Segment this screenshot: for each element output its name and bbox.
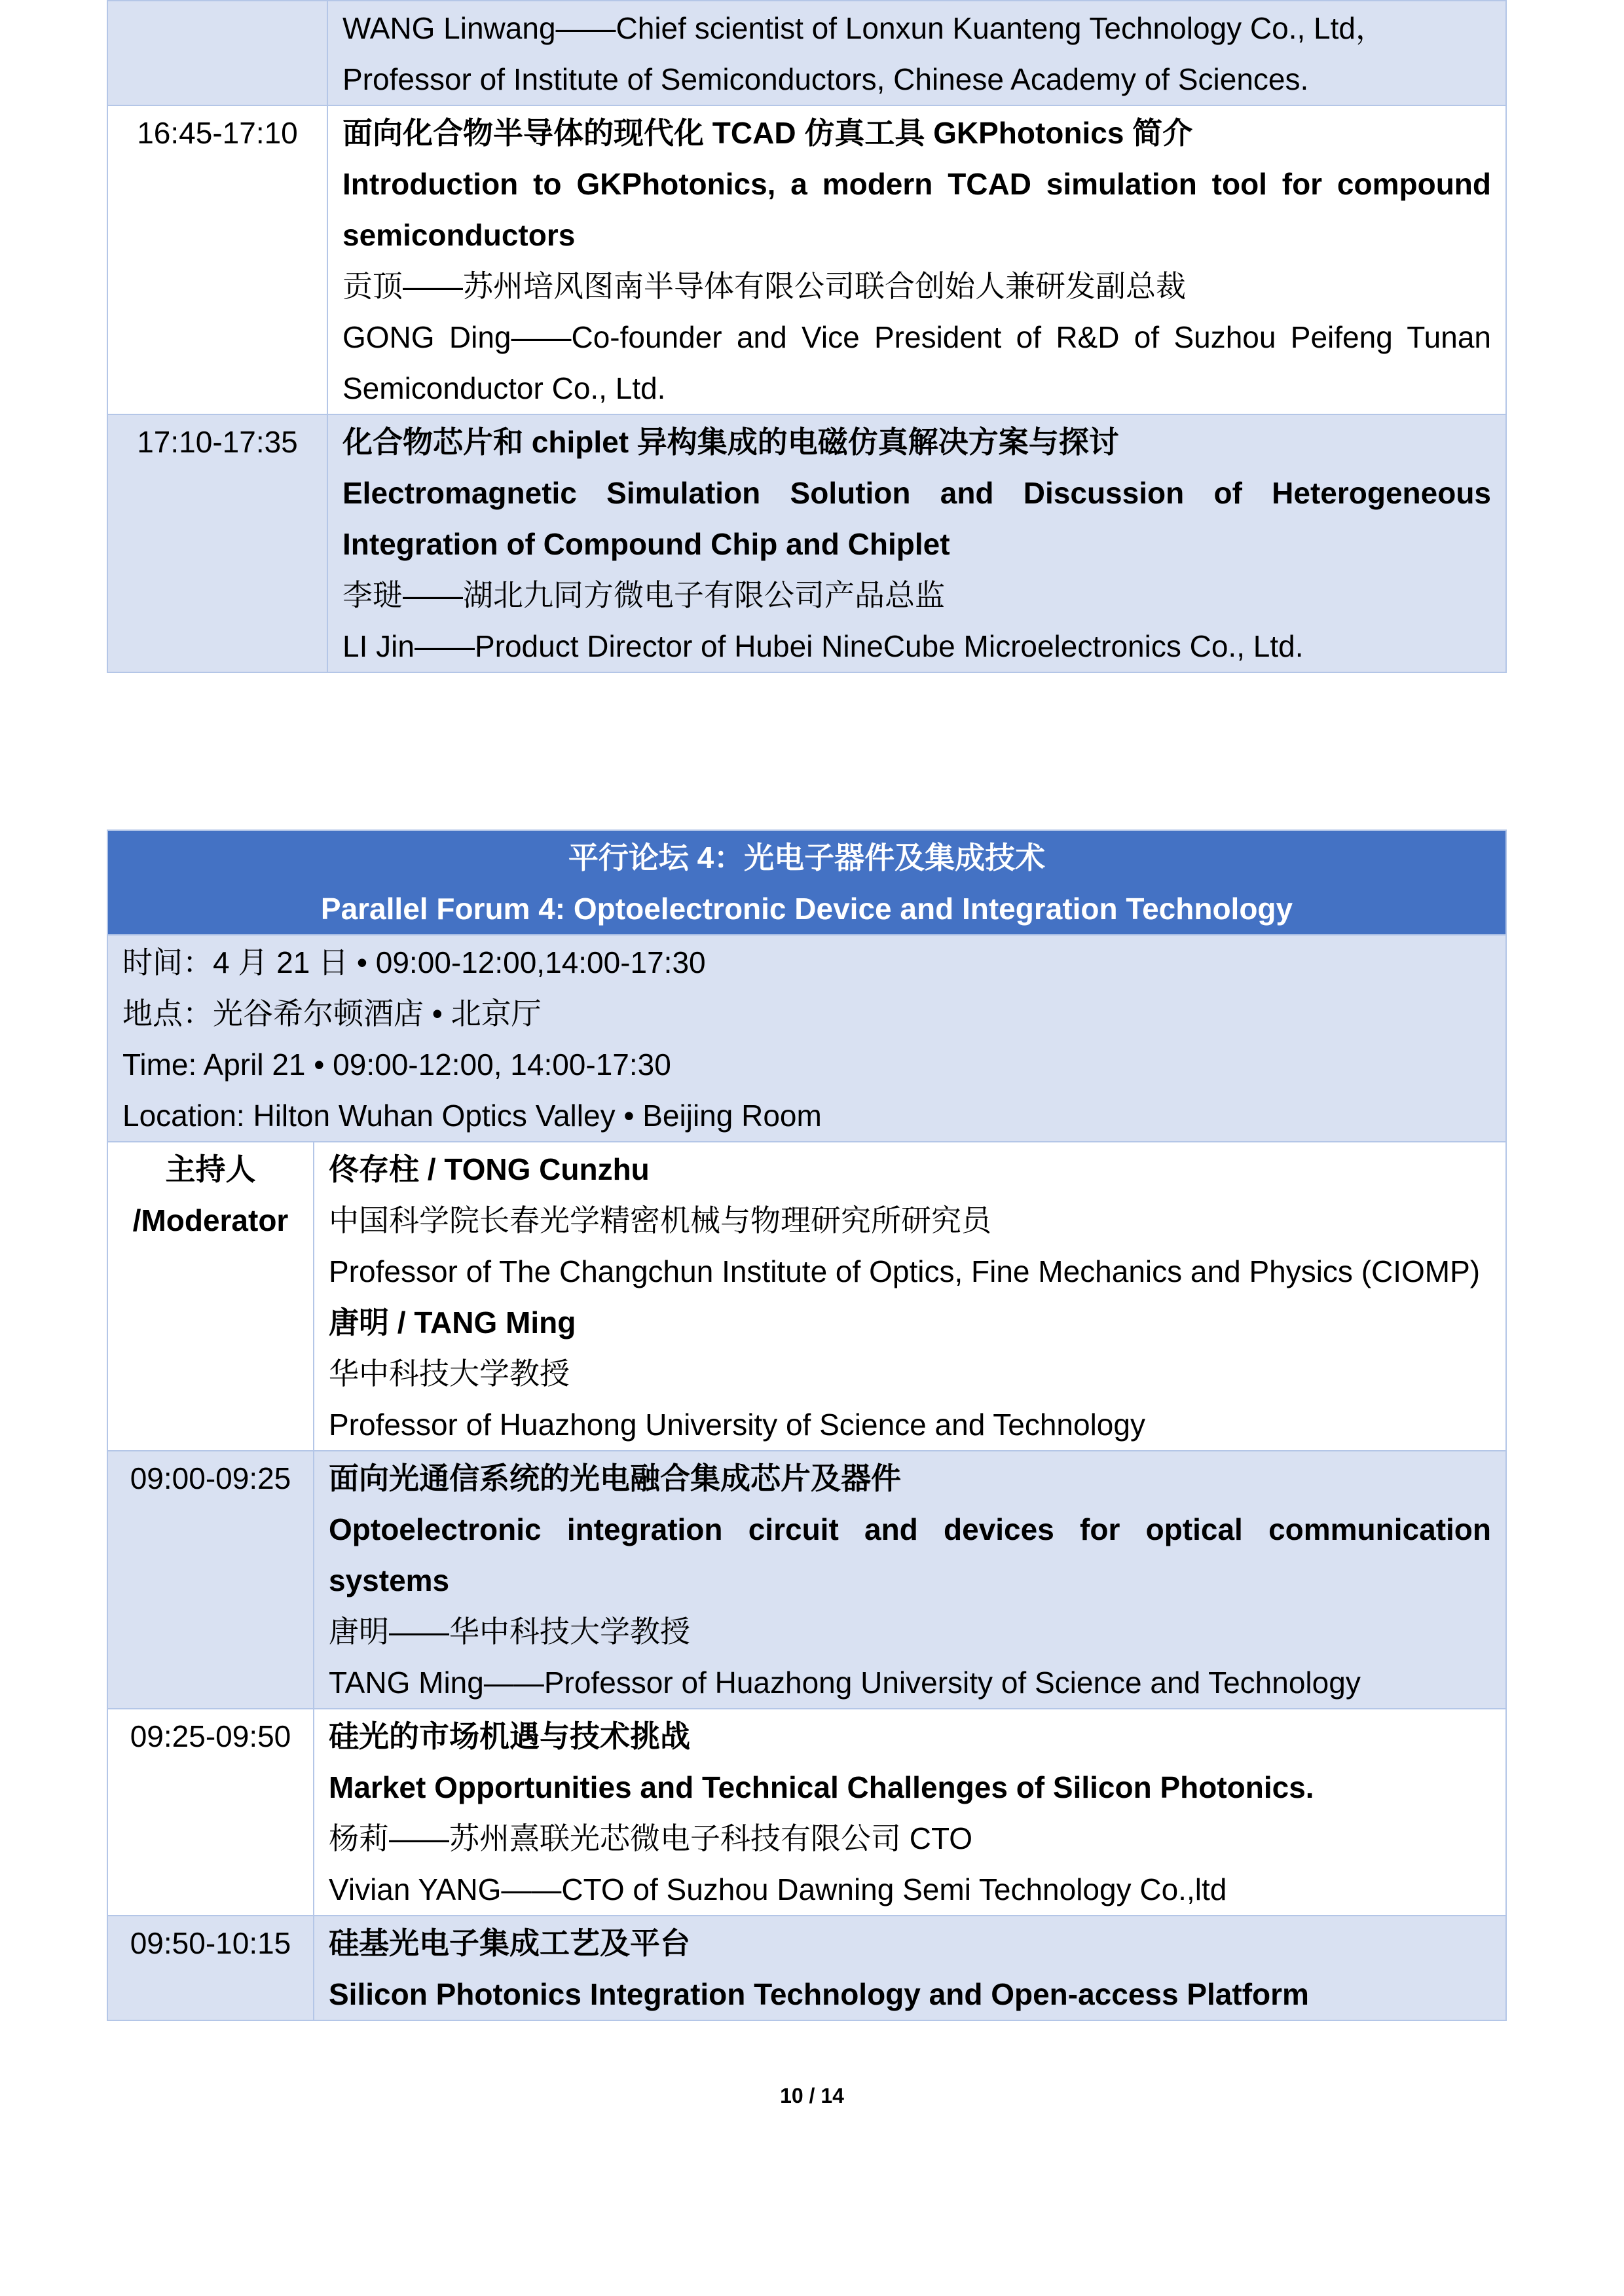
forum-title-en: Parallel Forum 4: Optoelectronic Device and Integration Technology [320,892,1293,926]
talk-title-cn: 面向光通信系统的光电融合集成芯片及器件 [329,1461,901,1495]
moderator-affil-en: Professor of The Changchun Institute of Optics, Fine Mechanics and Physics (CIOMP) [329,1254,1481,1288]
talk-title-en: Market Opportunities and Technical Challenges of Silicon Photonics. [329,1770,1314,1804]
forum-info-row [107,935,1506,1142]
speaker-cn: 贡顶——苏州培风图南半导体有限公司联合创始人兼研发副总裁 [342,269,1186,303]
speaker-en: LI Jin——Product Director of Hubei NineCube Microelectronics Co., Ltd. [342,629,1304,663]
forum-header [107,830,1506,935]
time-cell: 09:50-10:15 [107,1916,314,2020]
time-cell: 16:45-17:10 [107,105,327,414]
talk-cell [314,1709,1506,1916]
table-row [107,414,1506,672]
moderator-name: 唐明 / TANG Ming [329,1305,576,1339]
forum-table [107,829,1507,2021]
forum-info-cell [107,935,1506,1142]
forum-title-cell [107,830,1506,935]
time-cell [107,1,327,105]
moderator-label-en: /Moderator [132,1203,289,1237]
talk-cell [327,414,1506,672]
talk-title-cn: 面向化合物半导体的现代化 TCAD 仿真工具 GKPhotonics 简介 [342,116,1193,150]
table-row [107,1,1506,105]
table-row [107,105,1506,414]
talk-title-cn: 硅光的市场机遇与技术挑战 [329,1719,690,1753]
moderator-name: 佟存柱 / TONG Cunzhu [329,1152,650,1186]
speaker-en: GONG Ding——Co-founder and Vice President of R&D of Suzhou Peifeng Tunan Semiconductor Co., Ltd. [342,320,1491,405]
talk-title-en: Optoelectronic integration circuit and devices for optical communication systems [329,1512,1491,1597]
talk-cell [314,1451,1506,1709]
talk-cell [327,105,1506,414]
page-number: 10 / 14 [780,2084,844,2107]
moderator-label-cell [107,1142,314,1451]
forum-time-en: Time: April 21 • 09:00-12:00, 14:00-17:30 [122,1048,671,1082]
talk-title-en: Silicon Photonics Integration Technology and Open-access Platform [329,1977,1309,2011]
moderator-affil-cn: 华中科技大学教授 [329,1357,570,1391]
continued-session-table [107,0,1507,673]
speaker-en: Vivian YANG——CTO of Suzhou Dawning Semi Technology Co.,ltd [329,1872,1227,1906]
speaker-cn: 杨莉——苏州熹联光芯微电子科技有限公司 CTO [329,1821,973,1855]
speaker-cn: 唐明——华中科技大学教授 [329,1614,690,1649]
forum-title-cn: 平行论坛 4：光电子器件及集成技术 [568,841,1046,875]
forum-location-en: Location: Hilton Wuhan Optics Valley • Beijing Room [122,1099,822,1133]
forum-location-cn: 地点：光谷希尔顿酒店 • 北京厅 [122,996,542,1030]
talk-title-cn: 化合物芯片和 chiplet 异构集成的电磁仿真解决方案与探讨 [342,425,1119,459]
moderator-label-cn: 主持人 [165,1152,256,1186]
speaker-en: TANG Ming——Professor of Huazhong University of Science and Technology [329,1666,1361,1700]
table-row [107,1916,1506,2020]
talk-cell [314,1916,1506,2020]
table-row [107,1451,1506,1709]
talk-title-en: Electromagnetic Simulation Solution and Discussion of Heterogeneous Integration of Compound Chip and Chiplet [342,476,1491,561]
talk-title-en: Introduction to GKPhotonics, a modern TCAD simulation tool for compound semiconductors [342,167,1491,252]
talk-title-cn: 硅基光电子集成工艺及平台 [329,1926,690,1960]
time-cell: 09:25-09:50 [107,1709,314,1916]
time-cell: 17:10-17:35 [107,414,327,672]
moderator-cell [314,1142,1506,1451]
moderator-affil-cn: 中国科学院长春光学精密机械与物理研究所研究员 [329,1203,991,1237]
forum-time-cn: 时间：4 月 21 日 • 09:00-12:00,14:00-17:30 [122,945,706,979]
speaker-en: Professor of Institute of Semiconductors, Chinese Academy of Sciences. [342,62,1309,96]
speaker-cn: 李琎——湖北九同方微电子有限公司产品总监 [342,578,945,612]
time-cell: 09:00-09:25 [107,1451,314,1709]
moderator-row [107,1142,1506,1451]
moderator-affil-en: Professor of Huazhong University of Science and Technology [329,1408,1145,1442]
speaker-en: WANG Linwang——Chief scientist of Lonxun Kuanteng Technology Co., Ltd， [342,11,1386,45]
talk-cell [327,1,1506,105]
table-row [107,1709,1506,1916]
